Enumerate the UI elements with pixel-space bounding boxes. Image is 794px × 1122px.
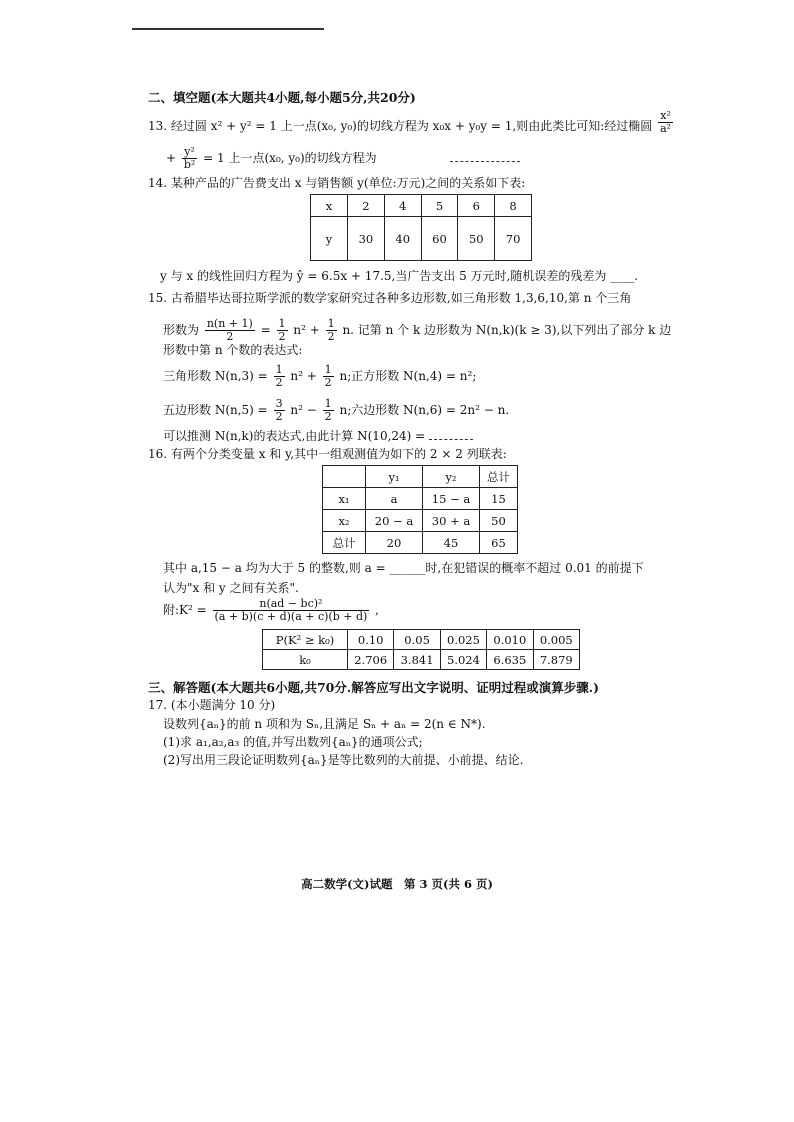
table-cell: 45 bbox=[423, 532, 480, 554]
frac-num: 1 bbox=[278, 317, 286, 330]
table-cell: y₂ bbox=[423, 466, 480, 488]
table-row bbox=[263, 650, 580, 670]
q13-text2: = 1 上一点(x₀, y₀)的切线方程为 bbox=[203, 151, 377, 165]
q15-line1: 15. 古希腊毕达哥拉斯学派的数学家研究过各种多边形数,如三角形数 1,3,6,10,第 n 个三角 bbox=[148, 291, 632, 305]
text: 三角形数 N(n,3) = bbox=[163, 369, 268, 383]
table-cell: 15 bbox=[480, 488, 518, 510]
text: = bbox=[260, 323, 271, 337]
frac-num: n(n + 1) bbox=[206, 317, 253, 330]
frac-den: b² bbox=[183, 158, 196, 171]
frac-den: 2 bbox=[275, 376, 283, 389]
frac-den: 2 bbox=[324, 376, 332, 389]
q16-line1: 16. 有两个分类变量 x 和 y,其中一组观测值为如下的 2 × 2 列联表: bbox=[148, 447, 507, 461]
k-squared-fraction bbox=[213, 598, 370, 623]
table-cell: 30 bbox=[348, 217, 385, 261]
text: 附:K² = bbox=[163, 603, 207, 617]
text: , bbox=[375, 603, 379, 617]
table-cell: P(K² ≥ k₀) bbox=[263, 630, 348, 650]
q17-line4: (2)写出用三段论证明数列{aₙ}是等比数列的大前提、小前提、结论. bbox=[163, 753, 524, 767]
table-cell: x₂ bbox=[323, 510, 366, 532]
fraction bbox=[274, 364, 285, 389]
table-cell: 6.635 bbox=[487, 650, 533, 670]
text: 可以推测 N(n,k)的表达式,由此计算 N(10,24) = bbox=[163, 429, 426, 443]
k-critical-value-table bbox=[262, 629, 580, 670]
table-cell: 0.025 bbox=[440, 630, 486, 650]
q13-line1 bbox=[148, 110, 675, 135]
frac-num: n(ad − bc)² bbox=[213, 598, 370, 611]
table-cell: 2 bbox=[348, 195, 385, 217]
table-cell: 2.706 bbox=[348, 650, 394, 670]
q16-line2: 其中 a,15 − a 均为大于 5 的整数,则 a = ______时,在犯错误的概率不超过 0.01 的前提下 bbox=[163, 561, 644, 575]
table-cell: 40 bbox=[384, 217, 421, 261]
text: n² + bbox=[290, 369, 317, 383]
q13-answer-blank bbox=[450, 161, 520, 162]
q14-table bbox=[310, 194, 532, 261]
table-cell: 0.010 bbox=[487, 630, 533, 650]
top-rule bbox=[132, 28, 324, 30]
table-cell: 6 bbox=[458, 195, 495, 217]
table-row bbox=[311, 217, 532, 261]
table-cell: 30 + a bbox=[423, 510, 480, 532]
table-cell: 60 bbox=[421, 217, 458, 261]
q14-line1: 14. 某种产品的广告费支出 x 与销售额 y(单位:万元)之间的关系如下表: bbox=[148, 176, 526, 190]
table-row bbox=[323, 488, 518, 510]
q15-line6 bbox=[163, 428, 473, 444]
table-row bbox=[323, 466, 518, 488]
q15-answer-blank bbox=[429, 439, 473, 440]
table-cell: 50 bbox=[480, 510, 518, 532]
table-cell: 4 bbox=[384, 195, 421, 217]
frac-num: y² bbox=[182, 146, 197, 159]
text: 五边形数 N(n,5) = bbox=[163, 403, 268, 417]
frac-num: 1 bbox=[324, 363, 332, 376]
table-cell: 50 bbox=[458, 217, 495, 261]
table-cell: 70 bbox=[495, 217, 532, 261]
table-row bbox=[323, 510, 518, 532]
q14-line2: y 与 x 的线性回归方程为 ŷ = 6.5x + 17.5,当广告支出 5 万元时,随机误差的残差为 ____. bbox=[160, 269, 639, 283]
table-cell: 0.05 bbox=[394, 630, 440, 650]
text: n;正方形数 N(n,4) = n²; bbox=[339, 369, 477, 383]
table-cell: x₁ bbox=[323, 488, 366, 510]
q13-fraction-y bbox=[182, 146, 197, 171]
table-cell: 20 − a bbox=[366, 510, 423, 532]
q13-fraction-x bbox=[658, 110, 673, 135]
q13-plus: + bbox=[166, 151, 177, 165]
table-cell: 总计 bbox=[480, 466, 518, 488]
text: n² + bbox=[293, 323, 320, 337]
table-cell: 0.005 bbox=[533, 630, 579, 650]
table-cell: 8 bbox=[495, 195, 532, 217]
table-cell: x bbox=[311, 195, 348, 217]
table-cell: k₀ bbox=[263, 650, 348, 670]
table-cell: a bbox=[366, 488, 423, 510]
frac-den: (a + b)(c + d)(a + c)(b + d) bbox=[214, 610, 368, 623]
fraction bbox=[277, 318, 288, 343]
fraction bbox=[205, 318, 255, 343]
table-cell bbox=[323, 466, 366, 488]
table-cell: y bbox=[311, 217, 348, 261]
table-cell: 20 bbox=[366, 532, 423, 554]
q17-line2: 设数列{aₙ}的前 n 项和为 Sₙ,且满足 Sₙ + aₙ = 2(n ∈ N*). bbox=[163, 717, 486, 731]
frac-den: 2 bbox=[275, 410, 283, 423]
q13-line2 bbox=[166, 146, 520, 171]
frac-num: 1 bbox=[327, 317, 335, 330]
table-cell: 7.879 bbox=[533, 650, 579, 670]
table-cell: 65 bbox=[480, 532, 518, 554]
table-cell: y₁ bbox=[366, 466, 423, 488]
frac-den: 2 bbox=[278, 330, 286, 343]
section-title-solutions: 三、解答题(本大题共6小题,共70分.解答应写出文字说明、证明过程或演算步骤.) bbox=[148, 680, 599, 695]
frac-den: 2 bbox=[324, 410, 332, 423]
fraction bbox=[323, 398, 334, 423]
frac-num: 1 bbox=[324, 397, 332, 410]
table-cell: 15 − a bbox=[423, 488, 480, 510]
text: n² − bbox=[290, 403, 317, 417]
q15-line2 bbox=[163, 318, 671, 343]
page-footer: 高二数学(文)试题 第 3 页(共 6 页) bbox=[301, 877, 493, 891]
q15-line5 bbox=[163, 398, 509, 423]
q16-formula bbox=[163, 598, 379, 623]
frac-den: 2 bbox=[327, 330, 335, 343]
table-cell: 0.10 bbox=[348, 630, 394, 650]
table-row bbox=[311, 195, 532, 217]
fraction bbox=[326, 318, 337, 343]
text: n;六边形数 N(n,6) = 2n² − n. bbox=[339, 403, 510, 417]
q15-line4 bbox=[163, 364, 476, 389]
table-cell: 5.024 bbox=[440, 650, 486, 670]
section-title-fill-in: 二、填空题(本大题共4小题,每小题5分,共20分) bbox=[148, 90, 416, 105]
q16-contingency-table bbox=[322, 465, 518, 554]
q17-line3: (1)求 a₁,a₂,a₃ 的值,并写出数列{aₙ}的通项公式; bbox=[163, 735, 423, 749]
q17-line1: 17. (本小题满分 10 分) bbox=[148, 698, 276, 712]
q15-line3: 形数中第 n 个数的表达式: bbox=[163, 343, 303, 357]
q16-line3: 认为"x 和 y 之间有关系". bbox=[163, 581, 299, 595]
table-cell: 3.841 bbox=[394, 650, 440, 670]
table-row bbox=[323, 532, 518, 554]
q13-text1: 13. 经过圆 x² + y² = 1 上一点(x₀, y₀)的切线方程为 x₀x + y₀y = 1,则由此类比可知:经过椭圆 bbox=[148, 119, 653, 133]
text: 形数为 bbox=[163, 323, 200, 337]
frac-den: a² bbox=[660, 122, 672, 135]
fraction bbox=[274, 398, 285, 423]
frac-num: 1 bbox=[275, 363, 283, 376]
frac-num: x² bbox=[658, 110, 673, 123]
frac-den: 2 bbox=[226, 330, 234, 343]
frac-num: 3 bbox=[275, 397, 283, 410]
table-cell: 总计 bbox=[323, 532, 366, 554]
table-cell: 5 bbox=[421, 195, 458, 217]
text: n. 记第 n 个 k 边形数为 N(n,k)(k ≥ 3),以下列出了部分 k 边 bbox=[342, 323, 672, 337]
fraction bbox=[323, 364, 334, 389]
table-row bbox=[263, 630, 580, 650]
